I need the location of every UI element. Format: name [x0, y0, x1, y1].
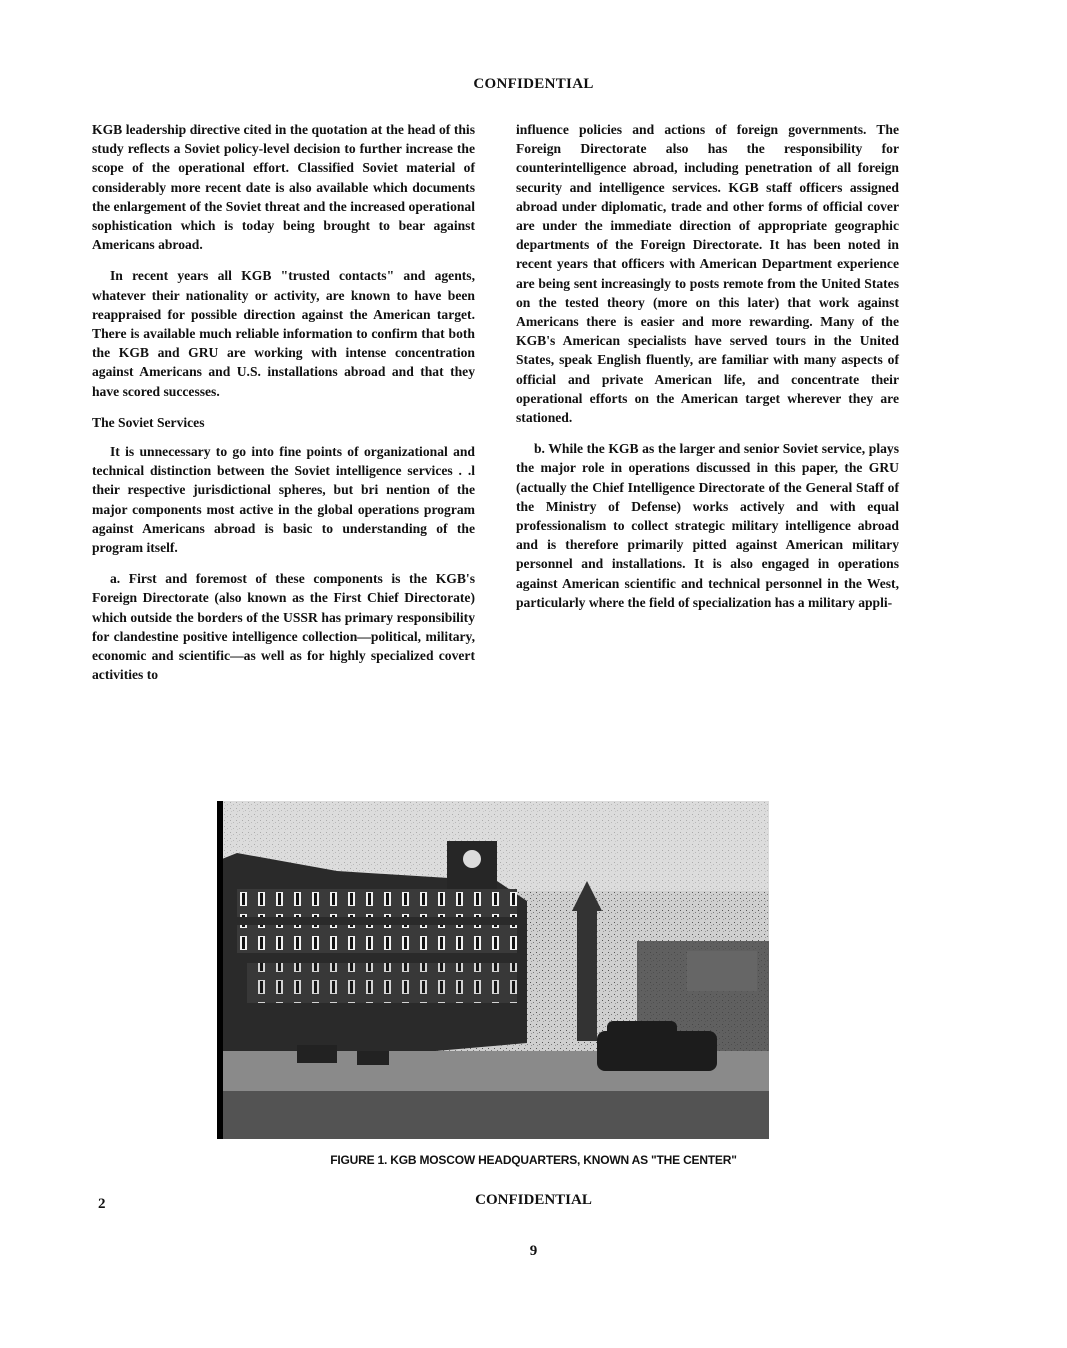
left-column — [92, 120, 475, 696]
left-paragraph-4: a. First and foremost of these components is the KGB's Foreign Directorate (also known as the First Chief Directorate) which outside the borders of the USSR has primary responsibility for clandestine positive intelligence collection—political, military, economic and scientific—as well as for highly specialized covert activities to — [92, 571, 475, 683]
left-paragraph-2: In recent years all KGB "trusted contacts" and agents, whatever their nationality or activity, are known to have been reappraised for possible direction against the American target. There is available much reliable information to confirm that both the KGB and GRU are working with intense concentration against Americans and U.S. installations abroad and that they have scored successes. — [92, 268, 475, 399]
kgb-headquarters-photo — [217, 801, 769, 1139]
left-paragraph-1: KGB leadership directive cited in the quotation at the head of this study reflects a Soviet policy-level decision to further increase the scope of the operational effort. Classified Soviet material of considerably more recent date is also available which documents the enlargement of the Soviet threat and the increased operational sophistication which is today being brought to bear against Americans abroad. — [92, 122, 475, 253]
left-paragraph-3: It is unnecessary to go into fine points of organizational and technical distinction between the Soviet intelligence services . .l their respective jurisdictional spheres, but bri nention of the major components most active in the global operations program against Americans abroad is basic to understanding of the program itself. — [92, 444, 475, 556]
section-heading: The Soviet Services — [92, 414, 205, 430]
header-classification: CONFIDENTIAL — [473, 76, 594, 92]
tower — [577, 911, 597, 1041]
right-paragraph-1: influence policies and actions of foreign governments. The Foreign Directorate also has the responsibility for counterintelligence abroad, including penetration of all foreign security and intelligence services. KGB staff officers assigned abroad under diplomatic, trade and other forms of official cover are under the immediate direction of appropriate geographic departments of the Foreign Directorate. It has been noted in recent years that officers with American Department experience are being sent increasingly to posts remote from the United States on the tested theory (more on this later) that work against Americans there is easier and more rewarding. Many of the KGB's American specialists have served tours in the United States, speak English fluently, are familiar with many aspects of official and private American life, and concentrate their operational efforts on the American target wherever they are stationed. — [516, 122, 899, 426]
right-column — [516, 120, 899, 624]
figure-caption: FIGURE 1. KGB MOSCOW HEADQUARTERS, KNOWN AS "THE CENTER" — [330, 1153, 737, 1167]
right-paragraph-2: b. While the KGB as the larger and senior Soviet service, plays the major role in operations discussed in this paper, the GRU (actually the Chief Intelligence Directorate of the General Staff of the Ministry of Defense) works actively and with equal professionalism to collect strategic military intelligence abroad and is therefore primarily pitted against American military personnel and installations. It is also engaged in operations against American scientific and technical personnel in the West, particularly where the field of specialization has a military appli- — [516, 441, 899, 610]
page-number: 9 — [529, 1243, 538, 1259]
footer-classification: CONFIDENTIAL — [475, 1192, 592, 1208]
page-number-left: 2 — [98, 1196, 106, 1212]
clock-icon — [463, 850, 481, 868]
